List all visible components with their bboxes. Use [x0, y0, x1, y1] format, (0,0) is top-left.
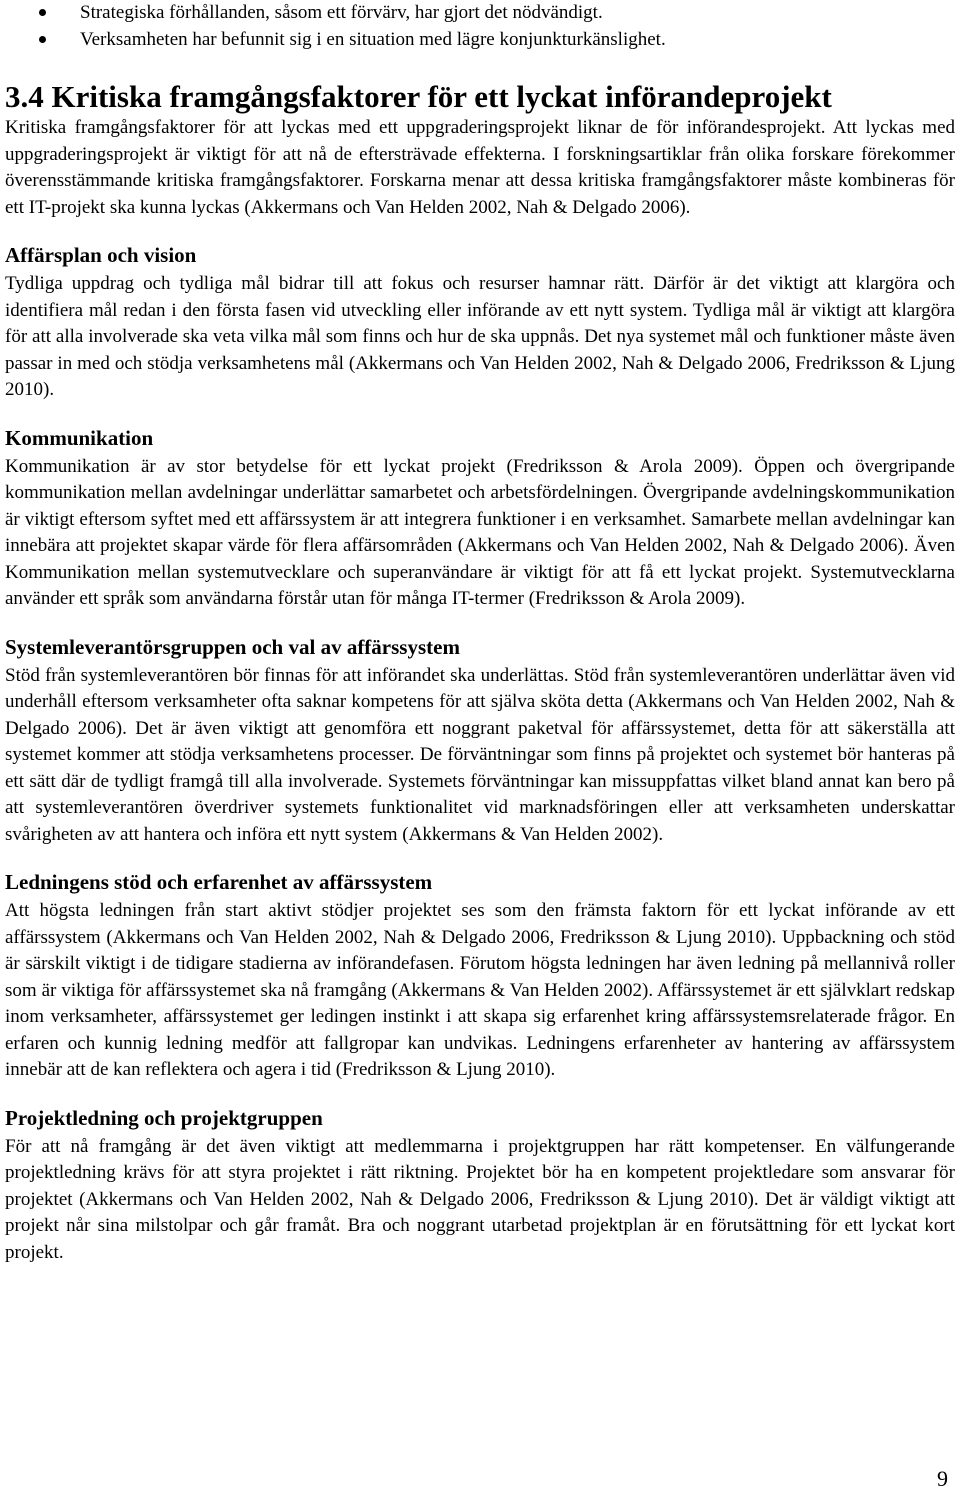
- paragraph-kommunikation: Kommunikation är av stor betydelse för ett lyckat projekt (Fredriksson & Arola 2009). Öppen och övergripande kommunikation mellan avdelningar underlättar samarbetet och arbetsfördelningen. Övergripande avdelningskommunikation är viktigt eftersom syftet med ett affärssystem är att integrera funktioner i en verksamhet. Samarbete mellan avdelningar kan innebära att projektet skapar värde för flera affärsområden (Akkermans och Van Helden 2002, Nah & Delgado 2006). Även Kommunikation mellan systemutvecklare och superanvändare är viktigt för att få ett lyckat projekt. Systemutvecklarna använder ett språk som användarna förstår utan för många IT-termer (Fredriksson & Arola 2009).: [5, 455, 955, 609]
- bullet-text: Verksamheten har befunnit sig i en situation med lägre konjunkturkänslighet.: [80, 28, 666, 50]
- document-page: [5, 0, 955, 1266]
- paragraph-affarsplan: Tydliga uppdrag och tydliga mål bidrar till att fokus och resurser hamnar rätt. Därför är det viktigt att klargöra och identifiera mål redan i den första fasen vid utveckling eller införande av ett nytt system. Tydliga mål är viktigt att klargöra för att alla involverade ska veta vilka mål som finns och hur de ska uppnås. Det nya systemet mål och funktioner måste även passar in med och stödja verksamhetens mål (Akkermans och Van Helden 2002, Nah & Delgado 2006, Fredriksson & Ljung 2010).: [5, 273, 955, 400]
- heading-kommunikation: Kommunikation: [5, 425, 154, 450]
- paragraph-projektledning: För att nå framgång är det även viktigt att medlemmarna i projektgruppen har rätt kompetenser. En välfungerande projektledning krävs för att styra projektet i rätt riktning. Projektet bör ha en kompetent projektledare som ansvarar för projektet (Akkermans och Van Helden 2002, Nah & Delgado 2006, Fredriksson & Ljung 2010). Det är väldigt viktigt att projekt når sina milstolpar och går framåt. Bra och noggrant utarbetad projektplan är en förutsättning för ett lyckat kort projekt.: [5, 1135, 955, 1263]
- heading-systemleverantor: Systemleverantörsgruppen och val av affärssystem: [5, 634, 460, 659]
- bullet-item: [5, 27, 955, 54]
- page-number: 9: [937, 1466, 948, 1491]
- heading-projektledning: Projektledning och projektgruppen: [5, 1105, 323, 1130]
- bullet-item: [5, 0, 955, 27]
- heading-affarsplan: Affärsplan och vision: [5, 243, 197, 267]
- section-title: 3.4 Kritiska framgångsfaktorer för ett lyckat införandeprojekt: [5, 79, 832, 114]
- bullet-text: Strategiska förhållanden, såsom ett förvärv, har gjort det nödvändigt.: [80, 2, 603, 23]
- bullet-list: [5, 0, 955, 53]
- bullet-icon: [39, 36, 46, 43]
- intro-paragraph: Kritiska framgångsfaktorer för att lyckas med ett uppgraderingsprojekt liknar de för införandesprojekt. Att lyckas med uppgraderingsprojekt är viktigt för att nå de eftersträvade effekterna. I forskningsartiklar från olika forskare förekommer överensstämmande kritiska framgångsfaktorer. Forskarna menar att dessa kritiska framgångsfaktorer måste kombineras för ett IT-projekt ska kunna lyckas (Akkermans och Van Helden 2002, Nah & Delgado 2006).: [5, 117, 955, 218]
- bullet-icon: [39, 9, 46, 16]
- paragraph-ledningens-stod: Att högsta ledningen från start aktivt stödjer projektet ses som den främsta faktorn för ett lyckat införande av ett affärssystem (Akkermans och Van Helden 2002, Nah & Delgado 2006, Fredriksson & Ljung 2010). Uppbackning och stöd är särskilt viktigt i de tidigare stadierna av införandefasen. Förutom högsta ledningen har även ledning på mellannivå roller som är viktiga för affärssystemet ska nå framgång (Akkermans & Van Helden 2002). Affärssystemet är ett självklart redskap inom verksamheter, affärssystemet ger ledingen instinkt i att skapa sig erfarenhet kring affärssystemsrelaterade frågor. En erfaren och kunnig ledning medför att fallgropar kan undvikas. Ledningens erfarenheter av hantering av affärssystem innebär att de kan reflektera och agera i tid (Fredriksson & Ljung 2010).: [5, 900, 955, 1080]
- paragraph-systemleverantor: Stöd från systemleverantören bör finnas för att införandet ska underlättas. Stöd från systemleverantören underlättar även vid underhåll eftersom verksamheter ofta saknar kompetens för att själva sköta detta (Akkermans och Van Helden 2002, Nah & Delgado 2006). Det är även viktigt att genomföra ett noggrant paketval för affärssystemet, detta för att säkerställa att systemet kommer att stödja verksamhetens processer. De förväntningar som finns på projektet och systemet bör hanteras på ett sätt där de tydligt framgå till alla involverade. Systemets förväntningar kan missuppfattas vilket bland annat kan bero på att systemleverantören överdriver systemets funktionalitet vid marknadsföringen eller att verksamheten underskattar svårigheten av att hantera och införa ett nytt system (Akkermans & Van Helden 2002).: [5, 664, 955, 845]
- heading-ledningens-stod: Ledningens stöd och erfarenhet av affärssystem: [5, 870, 433, 894]
